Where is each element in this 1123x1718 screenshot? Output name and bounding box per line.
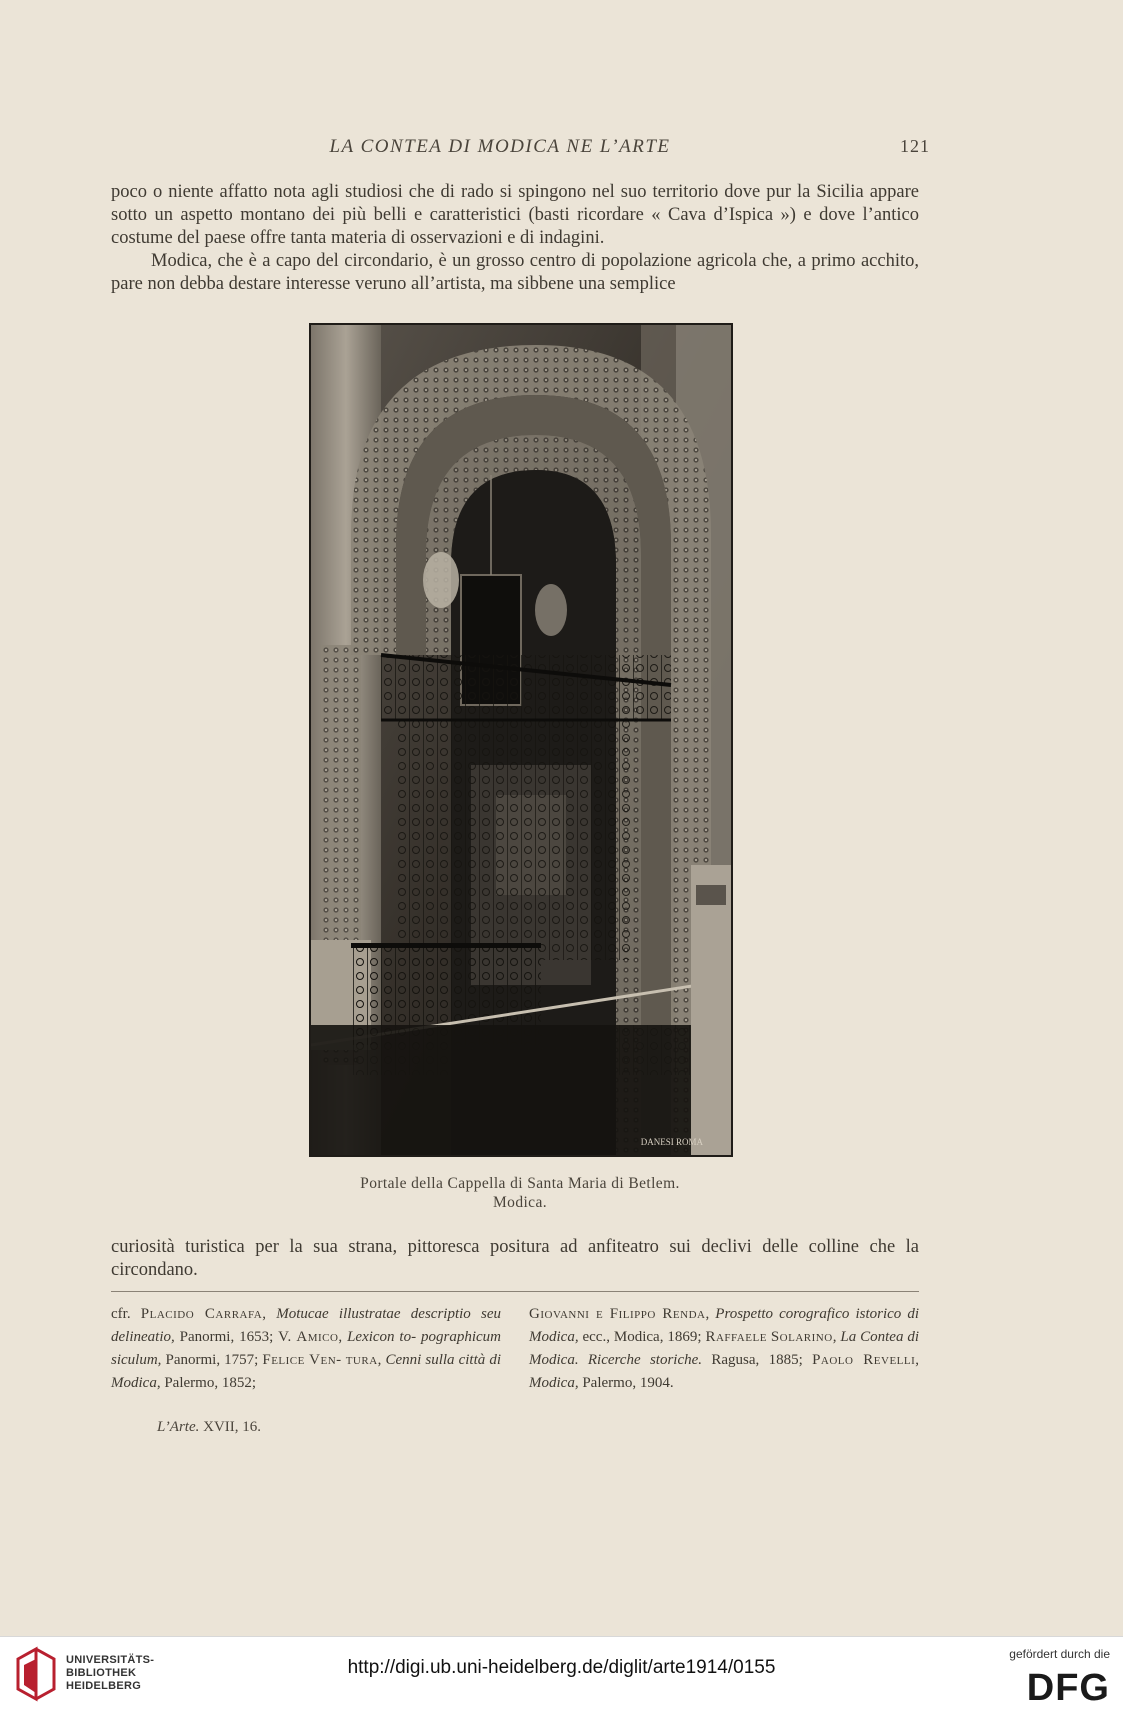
- text-line: d’Ispica ») e dove l’antico costume del paese offre tanta materia di osservazioni e di indagini.: [111, 205, 919, 248]
- library-name-line: BIBLIOTHEK: [66, 1667, 137, 1679]
- digitization-footer: [0, 1636, 1123, 1718]
- footnote-text: ,: [377, 1352, 386, 1368]
- text-line: che la circondano.: [111, 1237, 920, 1280]
- footnote-text: , Palermo, 1852;: [156, 1375, 256, 1391]
- funder-label: gefördert durch die: [1009, 1647, 1110, 1661]
- footnote-text: ,: [915, 1352, 920, 1368]
- footnote-text: ,: [338, 1329, 348, 1345]
- journal-volume: XVII, 16.: [199, 1419, 262, 1435]
- footnote-author: Felice Ven-: [262, 1352, 342, 1368]
- footnote-right-column: [529, 1303, 919, 1395]
- footnote-text: Palermo, 1904.: [578, 1375, 674, 1391]
- footnote-text: ,: [832, 1329, 841, 1345]
- footnote-text: ,: [262, 1306, 277, 1322]
- footnote-text: cfr.: [111, 1306, 141, 1322]
- footnote-text: ,: [705, 1306, 716, 1322]
- portal-photo-illustration: [311, 325, 731, 1155]
- footnote-title: Cenni sulla città di Modica: [111, 1352, 501, 1391]
- photographer-mark: DANESI ROMA: [640, 1137, 703, 1147]
- body-text-top: [111, 181, 919, 296]
- text-line: primo acchito, pare non debba destare interesse veruno all’artista, ma sibbene una semplice: [111, 251, 920, 294]
- footnote-rule: [111, 1291, 919, 1292]
- footnote-author: Raffaele: [705, 1329, 767, 1345]
- running-head: [0, 136, 1123, 162]
- text-line: poco o niente affatto nota agli studiosi che di rado si spingono nel suo territorio dove pur: [111, 182, 791, 202]
- body-text-bottom: [111, 1236, 919, 1282]
- footnote-author: Solarino: [770, 1329, 833, 1345]
- portal-photograph: [309, 323, 733, 1157]
- footnote-title: seu delineatio,: [111, 1306, 501, 1345]
- figure-caption: Portale della Cappella di Santa Maria di Betlem.: [360, 1175, 680, 1192]
- footnote-author: Giovanni e Filippo Renda: [529, 1306, 706, 1322]
- footnote-title: istorico di Modica,: [529, 1306, 920, 1345]
- footnote-title: Prospetto corografico: [715, 1306, 850, 1322]
- footnote-author: Paolo Revelli: [812, 1352, 916, 1368]
- text-line: curiosità turistica per la sua strana, pittoresca positura ad anfiteatro sui declivi delle colline: [111, 1237, 860, 1257]
- footnote-text: Panormi, 1653;: [174, 1329, 279, 1345]
- page-number: 121: [900, 136, 930, 156]
- dfg-logo: DFG: [1026, 1667, 1110, 1709]
- footnote-author: tura: [345, 1352, 378, 1368]
- paragraph-2: [111, 250, 919, 296]
- footnote-title: Modica,: [529, 1375, 579, 1391]
- text-line: Modica, che è a capo del circondario, è un grosso centro di popolazione agricola che, a: [151, 251, 806, 271]
- running-title: LA CONTEA DI MODICA NE L’ARTE: [329, 136, 671, 157]
- journal-signature: [157, 1419, 261, 1436]
- digital-copy-url[interactable]: http://digi.ub.uni-heidelberg.de/diglit/arte1914/0155: [347, 1657, 776, 1678]
- paragraph-3: [111, 1236, 919, 1282]
- footnote-title: Lexicon to-: [347, 1329, 417, 1345]
- paragraph-1: [111, 181, 919, 250]
- footnote-title: pographicum siculum,: [111, 1329, 501, 1368]
- library-name-line: UNIVERSITÄTS-: [66, 1654, 155, 1666]
- figure-caption-location: Modica.: [492, 1194, 548, 1211]
- text-line: la Sicilia appare sotto un aspetto montano dei più belli e caratteristici (basti ricordare « Cava: [111, 182, 919, 225]
- journal-name: L’Arte.: [157, 1419, 200, 1435]
- footnote-title: Motucae illustratae descriptio: [276, 1306, 471, 1322]
- footnote-left-column: [111, 1303, 501, 1395]
- footnote-author: V. Amico: [278, 1329, 339, 1345]
- footnote-text: ecc., Modica, 1869;: [578, 1329, 706, 1345]
- footnote-author: Placido Carrafa: [140, 1306, 263, 1322]
- footnote-title: La Contea di Modica. Ricerche storiche.: [529, 1329, 920, 1368]
- footnote-text: Ragusa, 1885;: [711, 1352, 813, 1368]
- library-name-line: HEIDELBERG: [66, 1680, 142, 1692]
- footnote-text: Panormi, 1757;: [161, 1352, 263, 1368]
